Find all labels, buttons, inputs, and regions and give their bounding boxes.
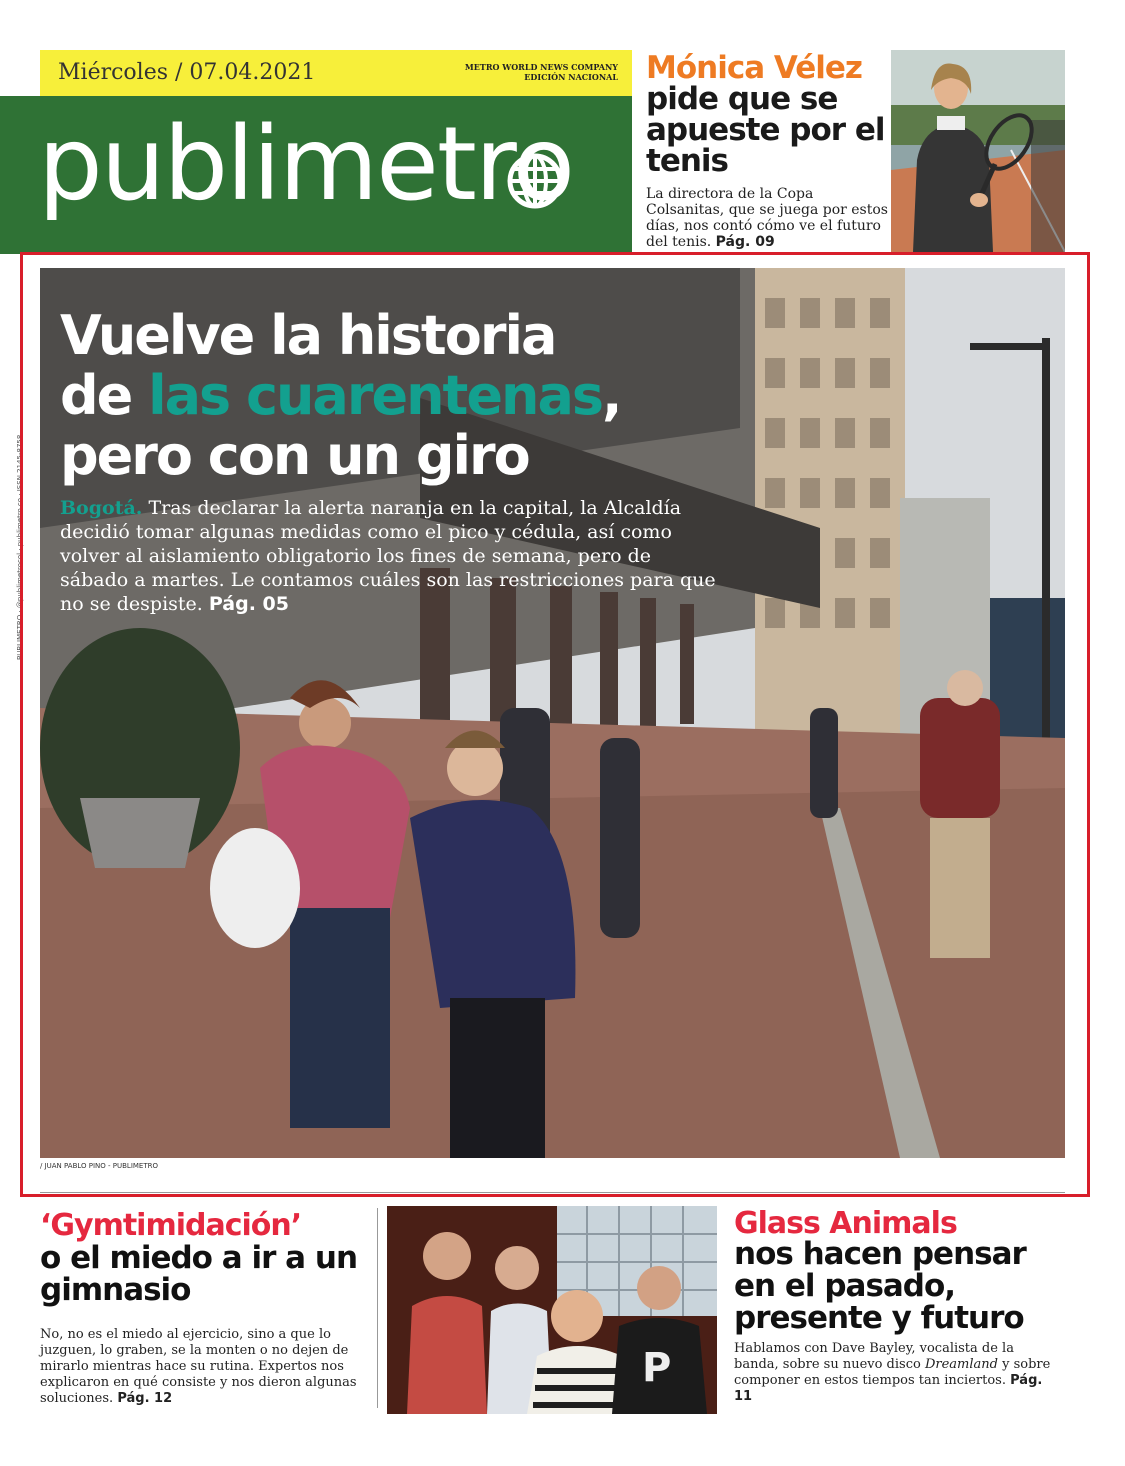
globe-icon (506, 152, 564, 210)
company-info (465, 62, 618, 82)
title-line-3: pero con un giro (60, 424, 529, 487)
story-text: Tras declarar la alerta naranja en la capital, la Alcaldía decidió tomar algunas medidas como el pico y cédula, así como volver al aislamiento obligatorio los fines de semana, pero de sábado a martes. Le contamos cuáles son las restricciones para que no se despiste. (60, 497, 716, 615)
bottom-left-page-ref[interactable]: Pág. 12 (117, 1391, 173, 1406)
title-post-accent: , (602, 364, 621, 427)
bottom-left-body (40, 1327, 372, 1407)
logo-wordmark[interactable]: publimetro (38, 105, 574, 224)
album-title: Dreamland (924, 1357, 998, 1372)
tennis-player-photo (891, 50, 1065, 252)
bottom-left-headline[interactable]: o el miedo a ir a un gimnasio (40, 1240, 358, 1308)
bottom-right-page-ref[interactable]: Pág. 11 (734, 1373, 1043, 1404)
bottom-left-text: No, no es el miedo al ejercicio, sino a que lo juzguen, lo graben, se la monten o no dejen de mirarlo mientras hace su rutina. Expertos nos explicaron en qué consiste y nos dieron algunas soluciones. (40, 1327, 357, 1406)
band-photo (387, 1206, 717, 1414)
tennis-photo-illustration (891, 50, 1065, 252)
teaser-top-body (646, 186, 888, 250)
column-divider (377, 1208, 378, 1408)
issue-date: Miércoles / 07.04.2021 (58, 60, 316, 85)
teaser-top-headline[interactable]: pide que se apueste por el tenis (646, 81, 885, 179)
svg-text:P: P (642, 1345, 672, 1391)
bottom-right-body (734, 1341, 1056, 1405)
bottom-right-text-post: y sobre componer en estos tiempos tan inciertos. (734, 1357, 1051, 1388)
date-bar (40, 50, 632, 96)
story-location: Bogotá. (60, 497, 143, 519)
bottom-right-kicker[interactable]: Glass Animals (734, 1206, 957, 1241)
bottom-right-text-pre: Hablamos con Dave Bayley, vocalista de la banda, sobre su nuevo disco (734, 1341, 1014, 1372)
side-credit: PUBLIMETRO · @publimetrocol · publimetro.co · ISSN 2145-8758 (16, 434, 24, 660)
company-name: METRO WORLD NEWS COMPANY (464, 62, 618, 72)
teaser-top-kicker[interactable]: Mónica Vélez (646, 50, 862, 86)
teaser-top-page-ref[interactable]: Pág. 09 (715, 234, 775, 250)
edition-name: EDICIÓN NACIONAL (524, 72, 618, 82)
teaser-top-text: La directora de la Copa Colsanitas, que se juega por estos días, nos contó cómo ve el futuro del tenis. (646, 186, 888, 250)
main-story-title[interactable] (60, 306, 760, 486)
title-pre-accent: de (60, 364, 149, 427)
section-divider (40, 1192, 1065, 1193)
main-story-body (60, 496, 720, 616)
bottom-left-kicker[interactable]: ‘Gymtimidación’ (40, 1208, 302, 1243)
bottom-right-headline[interactable]: nos hacen pensar en el pasado, presente y futuro (734, 1236, 1026, 1336)
masthead (0, 96, 632, 254)
photo-credit: / JUAN PABLO PINO - PUBLIMETRO (40, 1162, 159, 1170)
title-line-1: Vuelve la historia (60, 304, 556, 367)
band-photo-illustration (387, 1206, 717, 1414)
main-story-page-ref[interactable]: Pág. 05 (208, 593, 289, 615)
title-accent: las cuarentenas (148, 364, 603, 427)
